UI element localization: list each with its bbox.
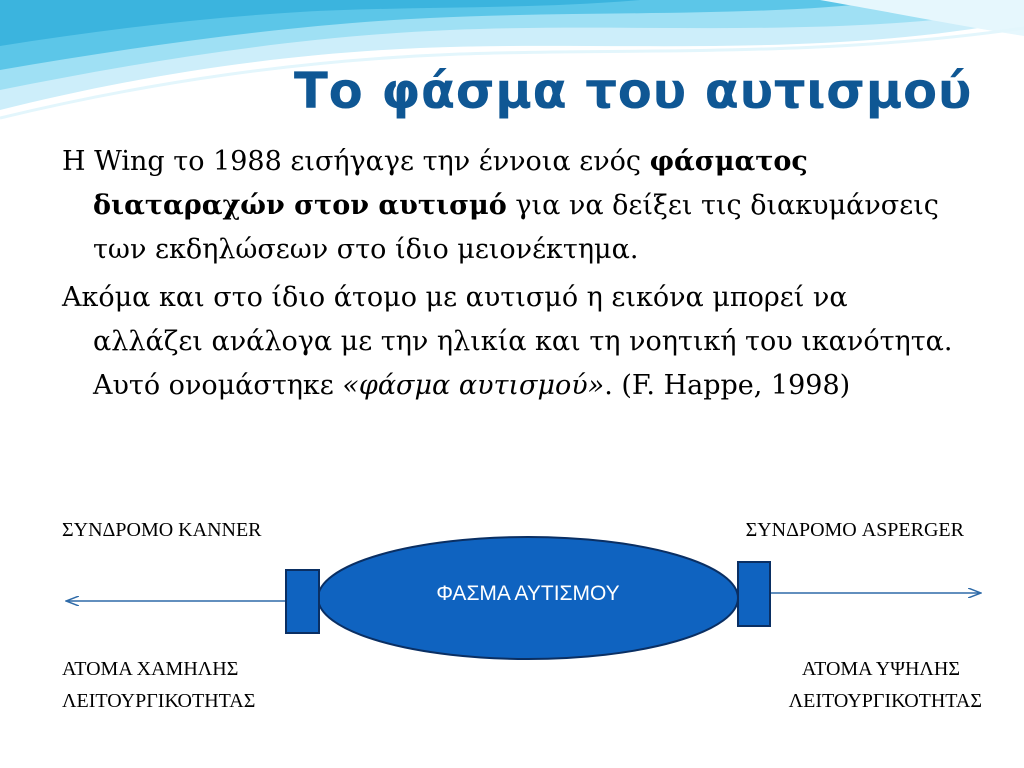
paragraph-happe-italic: «φάσμα αυτισμού» bbox=[342, 370, 605, 401]
low-functioning-label-line1: ΑΤΟΜΑ ΧΑΜΗΛΗΣ bbox=[62, 658, 239, 680]
slide-title: Το φάσμα του αυτισμού bbox=[293, 62, 972, 120]
left-bracket-box bbox=[286, 570, 319, 633]
paragraph-wing-bold: φάσματος διαταραχών στον αυτισμό bbox=[93, 146, 808, 221]
paragraph-wing-text-2: για να δείξει τις διακυμάνσεις των εκδηλώσεων στο ίδιο μειονέκτημα. bbox=[93, 190, 939, 265]
paragraph-happe-text-2: . (F. Happe, 1998) bbox=[604, 370, 851, 401]
paragraph-happe-text-1: Ακόμα και στο ίδιο άτομο με αυτισμό η εικόνα μπορεί να αλλάζει ανάλογα με την ηλικία και τη νοητική του ικανότητα. Αυτό ονομάστηκε bbox=[62, 282, 953, 401]
high-functioning-label-line2: ΛΕΙΤΟΥΡΓΙΚΟΤΗΤΑΣ bbox=[788, 690, 982, 712]
high-functioning-label-line1: ΑΤΟΜΑ ΥΨΗΛΗΣ bbox=[801, 658, 960, 680]
paragraph-wing-text-1: Η Wing το 1988 εισήγαγε την έννοια ενός bbox=[62, 146, 650, 177]
low-functioning-label-line2: ΛΕΙΤΟΥΡΓΙΚΟΤΗΤΑΣ bbox=[62, 690, 256, 712]
asperger-label: ΣΥΝΔΡΟΜΟ ASPERGER bbox=[745, 519, 964, 541]
kanner-label: ΣΥΝΔΡΟΜΟ KANNER bbox=[62, 519, 262, 541]
spectrum-label: ΦΑΣΜΑ ΑΥΤΙΣΜΟΥ bbox=[436, 582, 620, 605]
right-bracket-box bbox=[738, 562, 770, 626]
